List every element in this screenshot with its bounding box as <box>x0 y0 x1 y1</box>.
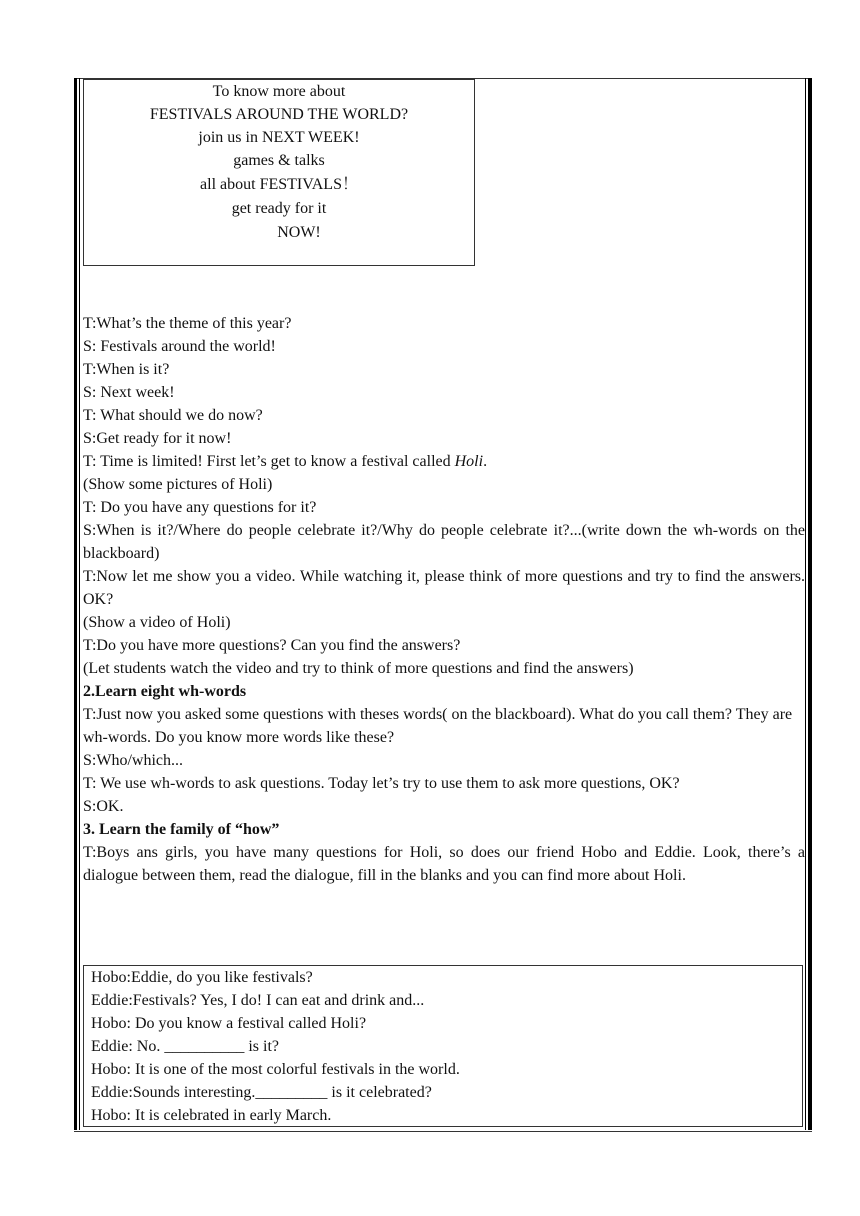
transcript-line: S:Get ready for it now! <box>83 430 232 447</box>
transcript-line: T:When is it? <box>83 361 170 378</box>
left-double-rule-inner <box>79 78 80 1130</box>
poster-line: games & talks <box>233 152 325 169</box>
transcript-line: T:Now let me show you a video. While watching it, please think of more questions and try to find the answers. OK? <box>83 568 805 608</box>
right-double-rule-inner <box>805 78 806 1130</box>
transcript-line: S:Who/which... <box>83 752 183 769</box>
transcript-line: T:What’s the theme of this year? <box>83 315 292 332</box>
transcript-text: T: Time is limited! First let’s get to know a festival called <box>83 453 455 470</box>
festival-poster <box>83 79 475 266</box>
poster-line: To know more about <box>212 83 346 100</box>
dialogue-line: Eddie: No. __________ is it? <box>91 1038 279 1055</box>
transcript-line: T:Do you have more questions? Can you find the answers? <box>83 637 461 654</box>
dialogue-line: Eddie:Festivals? Yes, I do! I can eat and drink and... <box>91 992 425 1009</box>
festival-name: Holi <box>454 453 484 470</box>
transcript-line <box>83 450 805 473</box>
transcript-line: (Show a video of Holi) <box>83 614 231 631</box>
transcript-line: S: Next week! <box>83 384 175 401</box>
transcript-text: . <box>483 453 488 470</box>
poster-line: NOW! <box>277 224 321 241</box>
transcript-line: T: What should we do now? <box>83 407 263 424</box>
transcript-line: S:When is it?/Where do people celebrate it?/Why do people celebrate it?...(write down the wh-words on the blackboard) <box>83 522 805 562</box>
poster-line: get ready for it <box>231 200 327 217</box>
section-heading: 3. Learn the family of “how” <box>83 821 280 838</box>
dialogue-line: Hobo: It is one of the most colorful festivals in the world. <box>91 1061 460 1078</box>
transcript-line: T:Just now you asked some questions with theses words( on the blackboard). What do you call them? They are wh-words. Do you know more words like these? <box>83 706 793 746</box>
dialogue-line: Hobo: It is celebrated in early March. <box>91 1107 332 1124</box>
dialogue-line: Hobo:Eddie, do you like festivals? <box>91 969 313 986</box>
transcript-line: T: Do you have any questions for it? <box>83 499 317 516</box>
lesson-transcript <box>83 312 805 887</box>
transcript-line: T: We use wh-words to ask questions. Today let’s try to use them to ask more questions, OK? <box>83 775 680 792</box>
poster-line: all about FESTIVALS！ <box>200 176 358 193</box>
poster-line: FESTIVALS AROUND THE WORLD? <box>149 106 409 123</box>
poster-line: join us in NEXT WEEK! <box>198 129 360 146</box>
transcript-line: (Show some pictures of Holi) <box>83 476 273 493</box>
right-double-rule <box>808 78 812 1130</box>
transcript-line: (Let students watch the video and try to think of more questions and find the answers) <box>83 660 634 677</box>
transcript-line: S:OK. <box>83 798 124 815</box>
transcript-line: S: Festivals around the world! <box>83 338 276 355</box>
transcript-line: T:Boys ans girls, you have many questions for Holi, so does our friend Hobo and Eddie. Look, there’s a dialogue between them, read the dialogue, fill in the blanks and you can find more about Holi. <box>83 844 805 884</box>
section-heading: 2.Learn eight wh-words <box>83 683 247 700</box>
left-double-rule <box>74 78 77 1130</box>
dialogue-box <box>83 965 803 1127</box>
dialogue-line: Hobo: Do you know a festival called Holi? <box>91 1015 367 1032</box>
dialogue-line: Eddie:Sounds interesting._________ is it celebrated? <box>91 1084 432 1101</box>
